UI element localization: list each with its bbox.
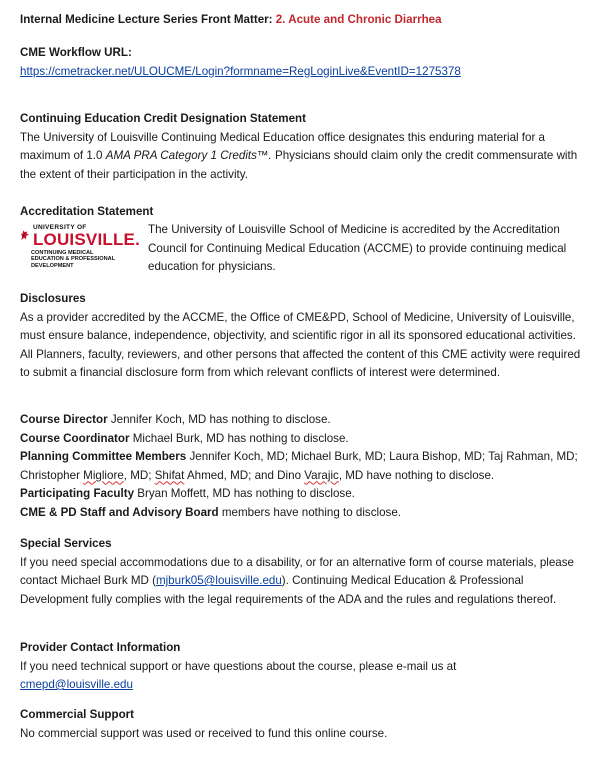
- special-services-text: If you need special accommodations due to a disability, or for an alternative form of course materials, please contact Michael Burk MD (mjburk05@louisville.edu). Continuing Medical Education & Professional Development fully complies with the legal requirements of the ADA and the rules and regulations thereof.: [20, 555, 574, 606]
- logo-louisville: LOUISVILLE.: [32, 230, 140, 249]
- special-services-email-link[interactable]: mjburk05@louisville.edu: [155, 574, 282, 587]
- commercial-support-text: No commercial support was used or received to fund this online course.: [20, 726, 388, 740]
- title-prefix: Internal Medicine Lecture Series Front Matter:: [20, 13, 273, 26]
- louisville-logo: [20, 222, 140, 274]
- roles-section: [20, 411, 590, 522]
- cme-workflow-label: CME Workflow URL:: [20, 46, 132, 59]
- accreditation-heading: Accreditation Statement: [20, 205, 154, 218]
- document-title: [20, 11, 590, 30]
- disclosures-text: As a provider accredited by the ACCME, the Office of CME&PD, School of Medicine, University of Louisville, must ensure balance, independence, objectivity, and scientific rigor in all its sponsored educational activities. All Planners, faculty, reviewers, and other persons that affected the content of this CME activity were required to submit a financial disclosure form from which relevant conflicts of interest were determined.: [20, 310, 581, 379]
- credit-designation-section: [20, 110, 590, 184]
- credit-statement: The University of Louisville Continuing Medical Education office designates this enduring material for a maximum of 1.0 AMA PRA Category 1 Credits™. Physicians should claim only the credit commensurate with the extent of their participation in the activity.: [20, 130, 578, 181]
- staff-advisory-line: CME & PD Staff and Advisory Board members have nothing to disclose.: [20, 505, 402, 519]
- course-director-line: Course Director Jennifer Koch, MD has nothing to disclose.: [20, 413, 331, 426]
- course-coordinator-line: Course Coordinator Michael Burk, MD has nothing to disclose.: [20, 431, 349, 445]
- accreditation-statement: The University of Louisville School of Medicine is accredited by the Accreditation Council for Continuing Medical Education (ACCME) to provide continuing medical education for physicians.: [148, 223, 567, 273]
- title-topic: 2. Acute and Chronic Diarrhea: [275, 13, 442, 26]
- provider-contact-heading: Provider Contact Information: [20, 641, 181, 654]
- commercial-support-heading: Commercial Support: [20, 708, 135, 721]
- provider-contact-email-link[interactable]: cmepd@louisville.edu: [20, 678, 133, 691]
- cme-workflow-section: [20, 44, 590, 81]
- provider-contact-text: If you need technical support or have questions about the course, please e-mail us at: [20, 659, 457, 673]
- cme-workflow-link[interactable]: https://cmetracker.net/ULOUCME/Login?formname=RegLoginLive&EventID=1275378: [20, 64, 461, 78]
- provider-contact-section: [20, 639, 590, 695]
- participating-faculty-line: Participating Faculty Bryan Moffett, MD has nothing to disclose.: [20, 487, 355, 500]
- cardinal-bird-icon: [20, 222, 30, 248]
- logo-university-of: UNIVERSITY OF: [32, 224, 87, 231]
- disclosures-section: [20, 290, 590, 383]
- commercial-support-section: [20, 706, 590, 743]
- planning-committee-line: Planning Committee Members Jennifer Koch, MD; Michael Burk, MD; Laura Bishop, MD; Taj Rahman, MD; Christopher Migliore, MD; Shifat Ahmed, MD; and Dino Varajic, MD have nothing to disclose.: [20, 450, 578, 482]
- logo-subtitle: CONTINUING MEDICAL EDUCATION & PROFESSIONAL DEVELOPMENT: [31, 250, 116, 269]
- special-services-section: [20, 535, 590, 609]
- disclosures-heading: Disclosures: [20, 292, 86, 305]
- special-services-heading: Special Services: [20, 537, 112, 550]
- credit-heading: Continuing Education Credit Designation Statement: [20, 112, 306, 125]
